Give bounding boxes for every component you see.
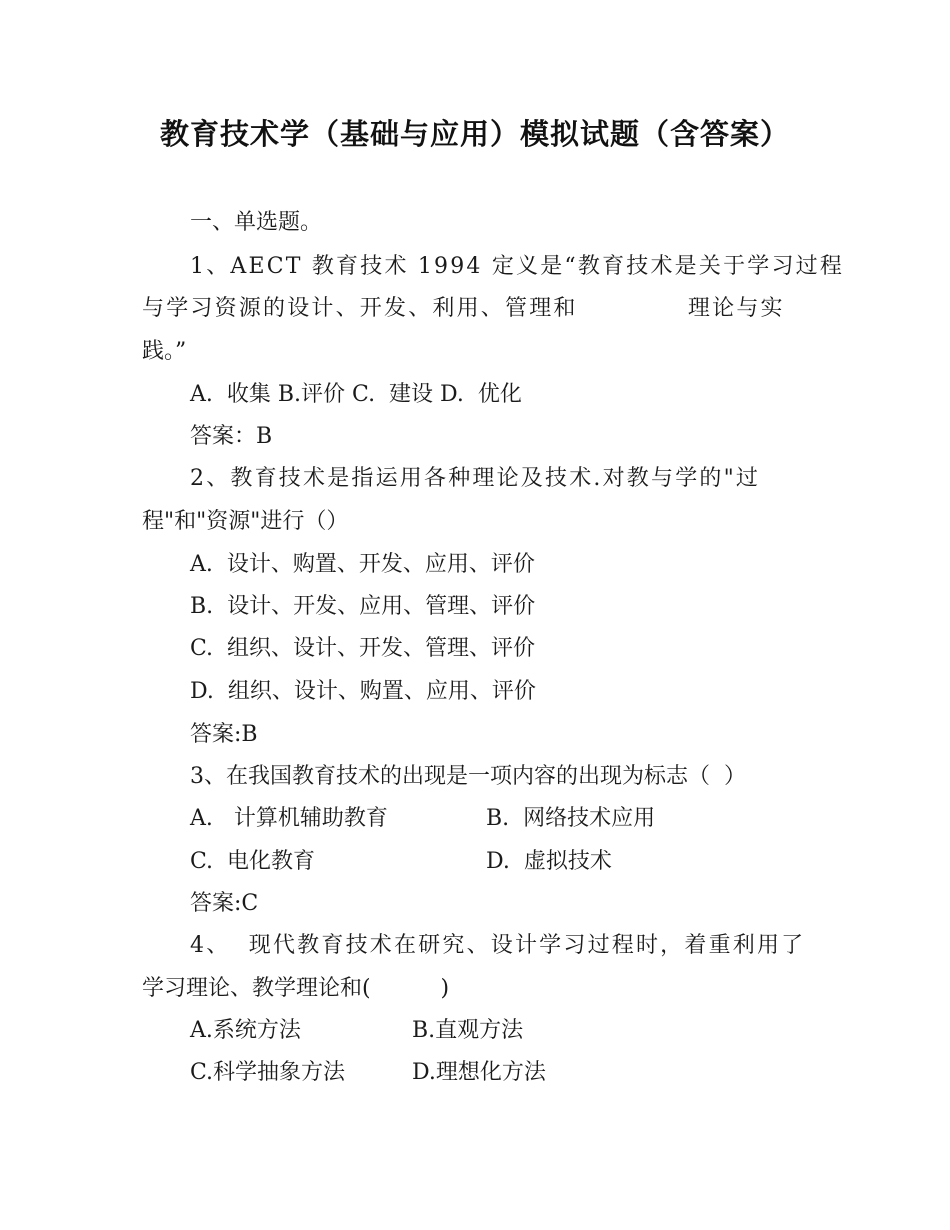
- question-1-answer: 答案：B: [190, 424, 273, 449]
- question-4-option-d: D.理想化方法: [412, 1060, 546, 1085]
- question-2-option-d: D. 组织、设计、购置、应用、评价: [190, 679, 536, 704]
- question-2-option-c: C. 组织、设计、开发、管理、评价: [190, 636, 536, 661]
- question-3-option-b: B. 网络技术应用: [486, 806, 656, 831]
- question-2-option-a: A. 设计、购置、开发、应用、评价: [190, 552, 535, 577]
- question-4-option-a: A.系统方法: [190, 1018, 301, 1043]
- question-2-line-1: 2、教育技术是指运用各种理论及技术.对教与学的"过: [190, 466, 761, 491]
- question-2-answer: 答案:B: [190, 722, 258, 747]
- question-4-line-2: 学习理论、教学理论和( ): [142, 976, 450, 1001]
- question-3-line-1: 3、在我国教育技术的出现是一项内容的出现为标志（ ）: [190, 764, 746, 789]
- question-2-line-2: 程"和"资源"进行（）: [142, 509, 349, 534]
- question-1-line-2: 与学习资源的设计、开发、利用、管理和 理论与实: [142, 296, 785, 321]
- question-3-answer: 答案:C: [190, 891, 259, 916]
- question-1-line-1: 1、AECT 教育技术 1994 定义是“教育技术是关于学习过程: [190, 254, 845, 279]
- section-heading: 一、单选题。: [190, 210, 323, 235]
- question-3-option-d: D. 虚拟技术: [486, 849, 612, 874]
- question-1-options: A. 收集 B.评价 C. 建设 D. 优化: [190, 382, 522, 407]
- question-4-option-c: C.科学抽象方法: [190, 1060, 346, 1085]
- question-3-option-c: C. 电化教育: [190, 849, 316, 874]
- question-2-option-b: B. 设计、开发、应用、管理、评价: [190, 594, 536, 619]
- question-4-line-1: 4、 现代教育技术在研究、设计学习过程时，着重利用了: [190, 933, 806, 958]
- question-3-option-a: A. 计算机辅助教育: [190, 806, 388, 831]
- question-1-line-3: 践。”: [142, 339, 187, 364]
- question-4-option-b: B.直观方法: [412, 1018, 524, 1043]
- page-title: 教育技术学（基础与应用）模拟试题（含答案）: [159, 117, 790, 151]
